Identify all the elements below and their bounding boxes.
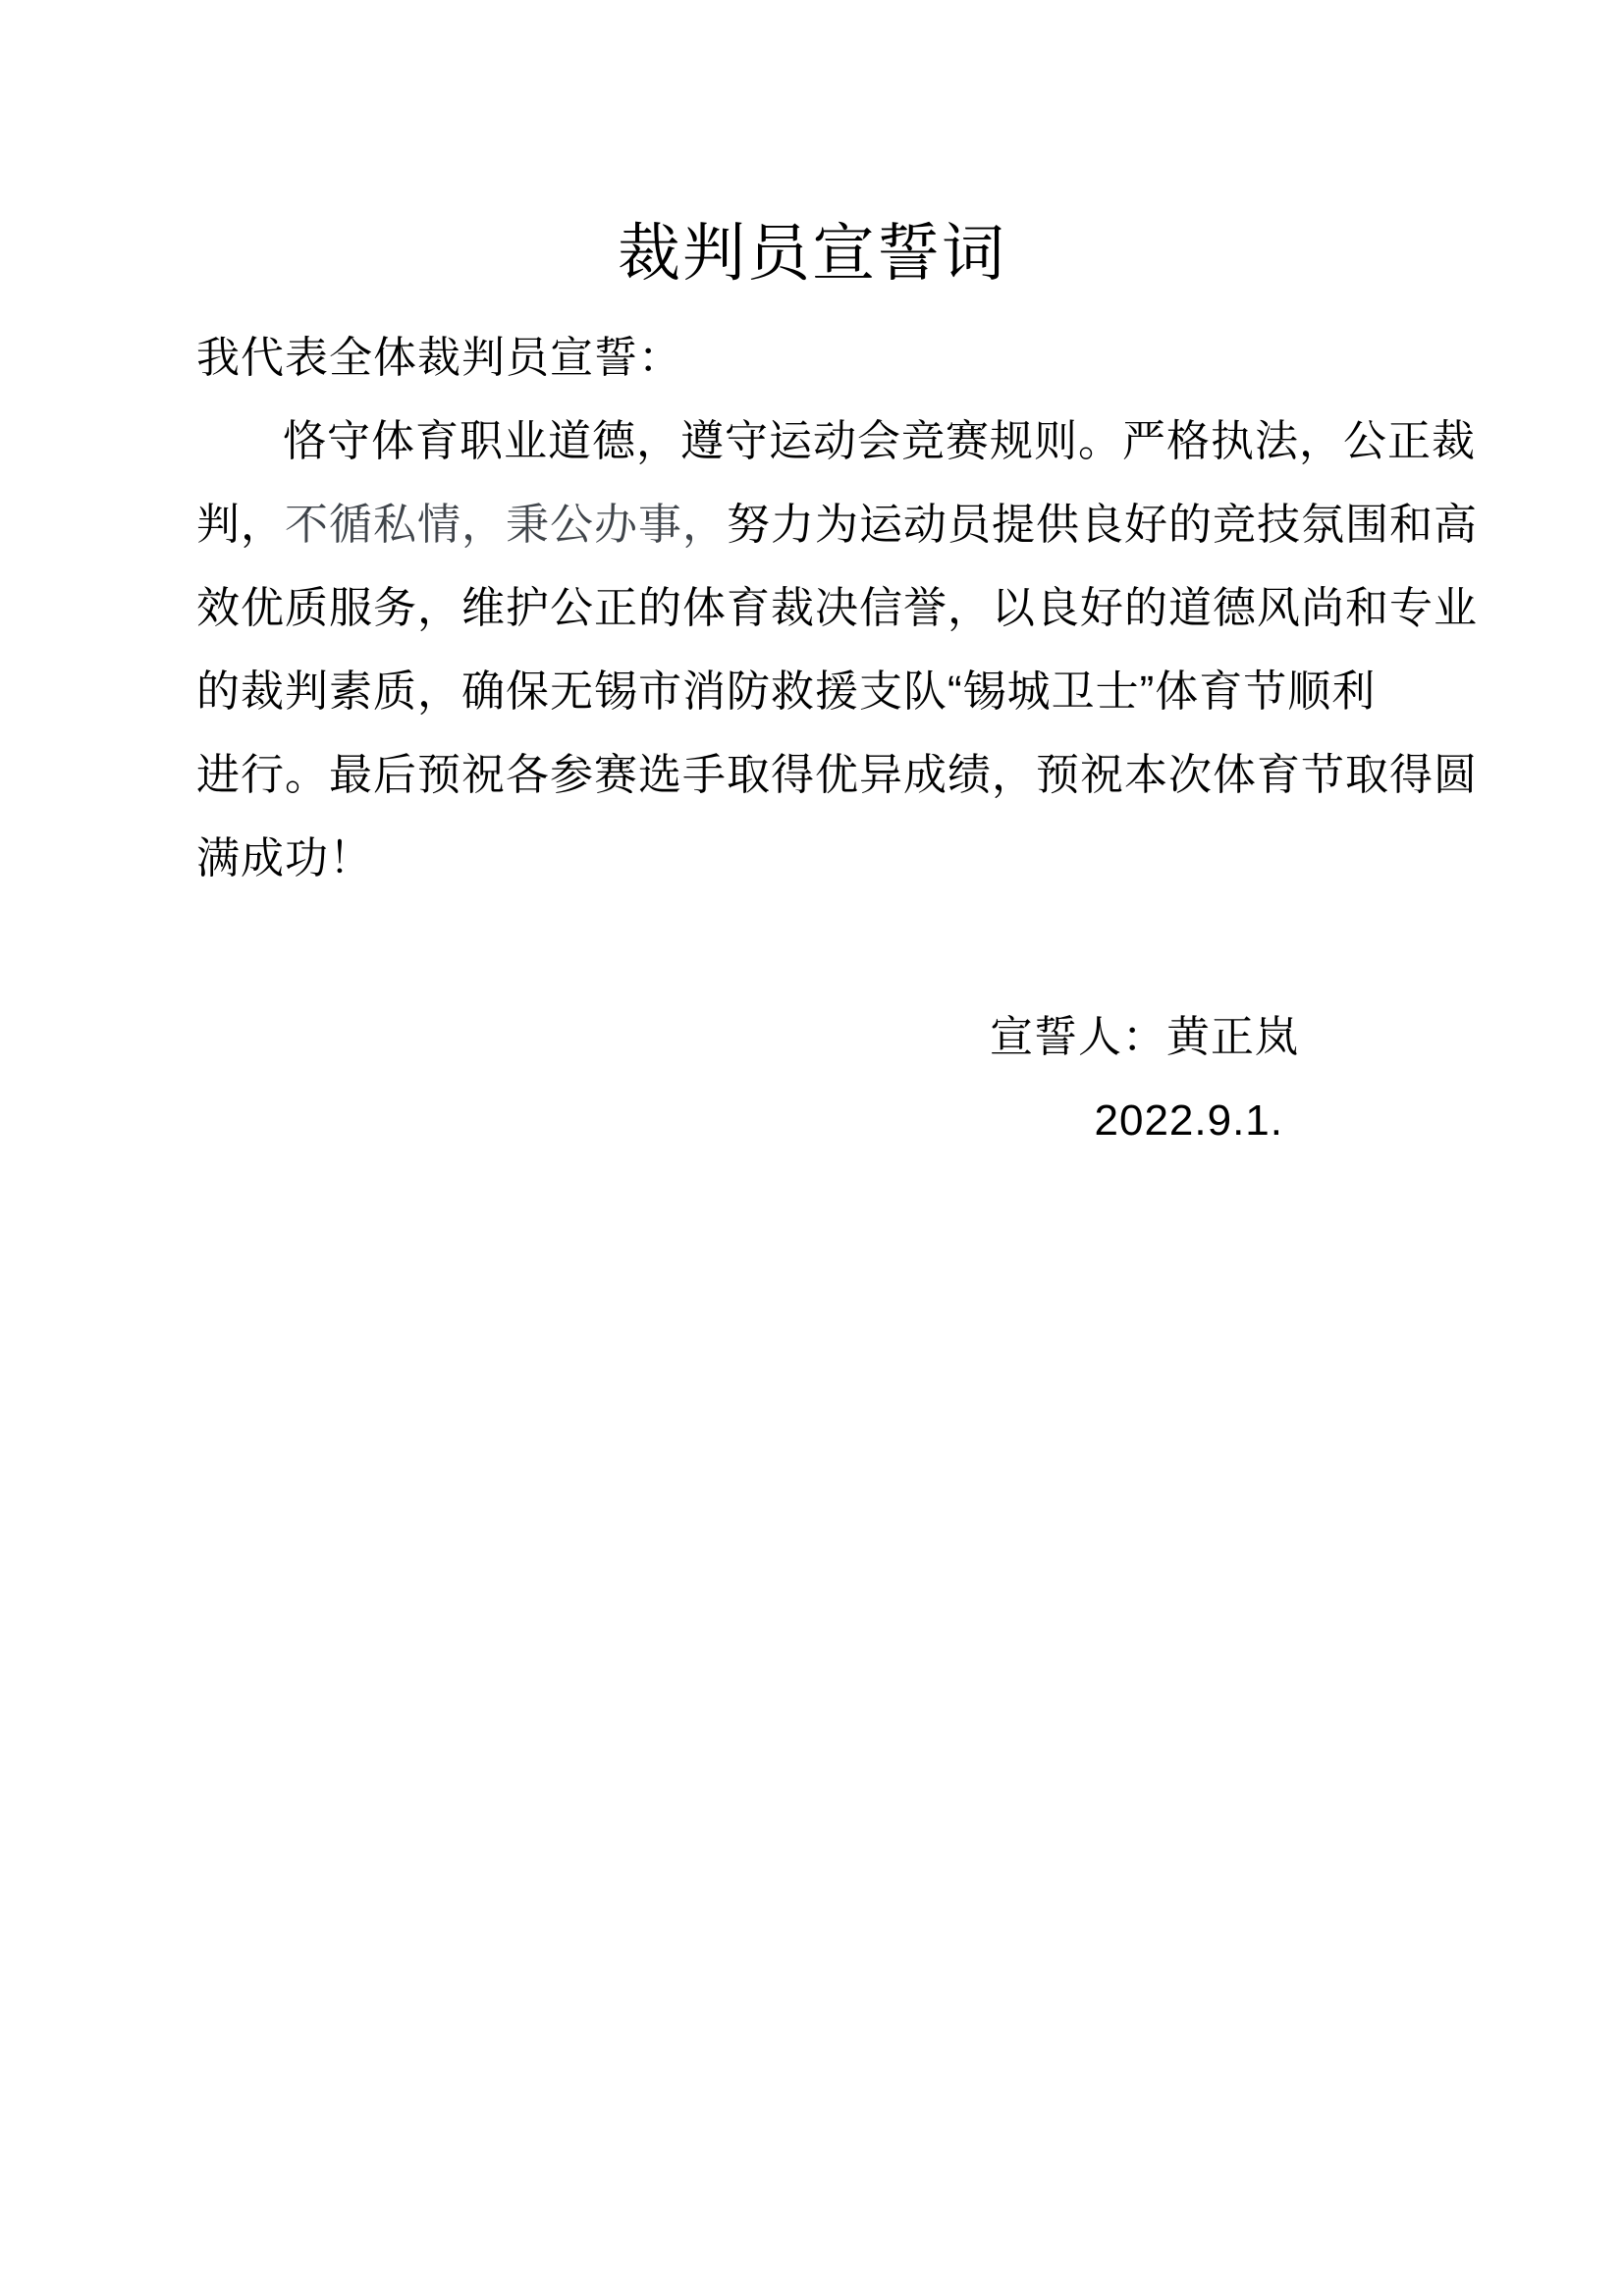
text-run: 进行。最后预祝各参赛选手取得优异成绩，预祝本次体育节取得圆 [196,751,1478,799]
text-run: 努力为运动员提供良好的竞技氛围和高 [727,501,1478,549]
text-run: 满成功！ [196,834,373,882]
text-run: 恪守体育职业道德，遵守运动会竞赛规则。严格执法，公正裁 [283,417,1476,465]
document-body [196,316,1478,1162]
body-line [196,817,1428,900]
body-line [196,566,1478,650]
text-run: 效优质服务，维护公正的体育裁决信誉，以良好的道德风尚和专业 [196,584,1478,632]
signature-block [196,995,1428,1162]
intro-line: 我代表全体裁判员宣誓： [196,334,682,382]
text-run: 判， [196,501,285,549]
body-line [196,483,1478,566]
signature-line: 宣誓人：黄正岚 [990,1013,1299,1061]
page-title: 裁判员宣誓词 [618,218,1006,289]
body-line [196,400,1476,483]
body-paragraph [196,400,1478,900]
body-line [196,650,1428,733]
text-run: 的裁判素质，确保无锡市消防救援支队“锡城卫士”体育节顺利 [196,667,1377,716]
text-run: 不循私情，秉公办事， [285,501,727,549]
body-line [196,733,1478,817]
signature-date: 2022.9.1. [1094,1096,1283,1145]
